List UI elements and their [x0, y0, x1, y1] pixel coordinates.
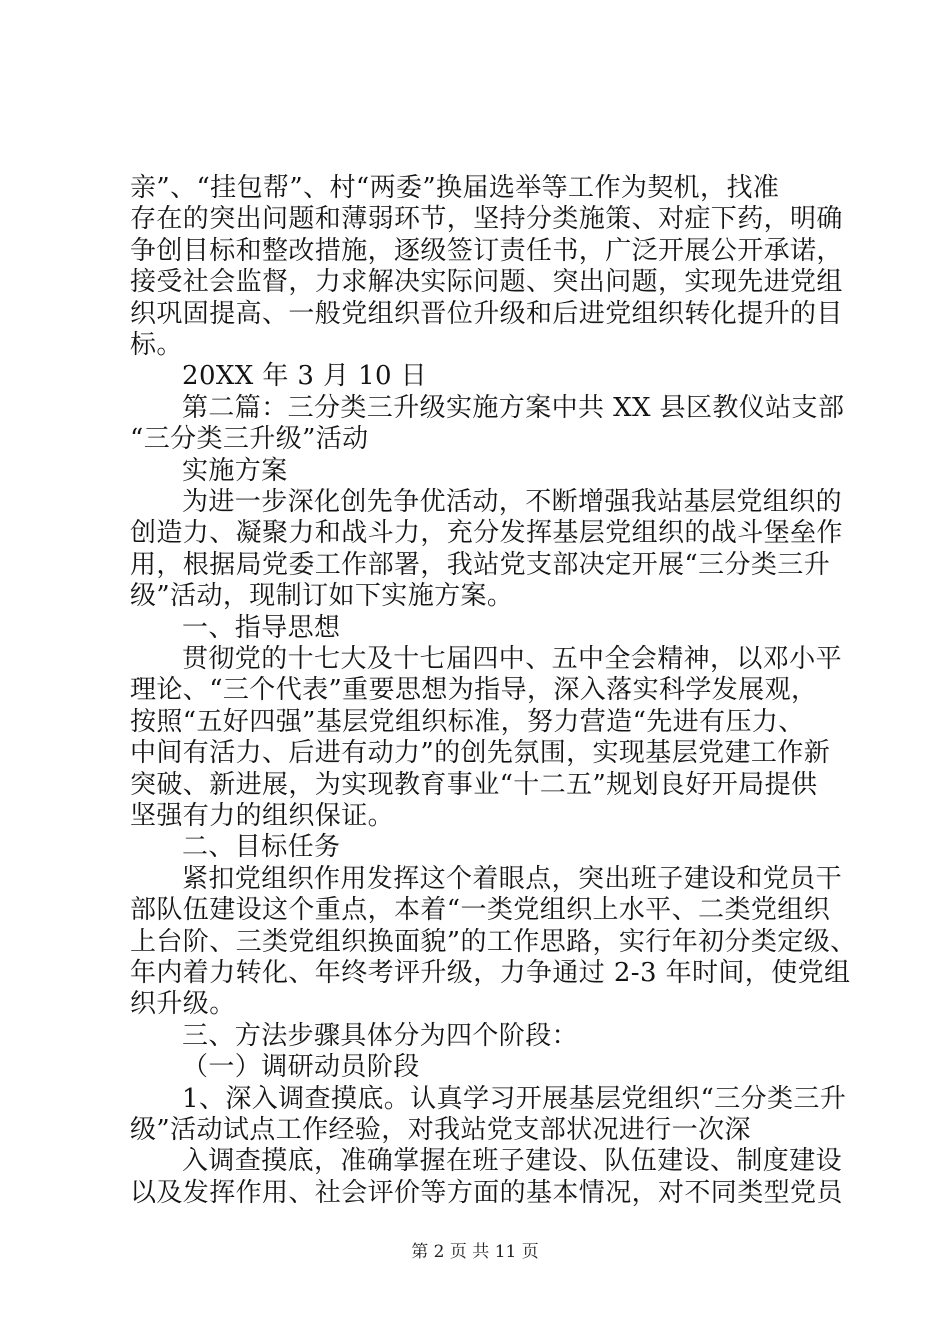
page-footer: 第 2 页 共 11 页	[411, 1242, 539, 1262]
text-line: 级”活动，现制订如下实施方案。	[130, 581, 514, 612]
text-line: 上台阶、三类党组织换面貌”的工作思路，实行年初分类定级、	[130, 926, 857, 957]
text-line: 三、方法步骤具体分为四个阶段：	[182, 1020, 579, 1051]
text-line: 亲”、“挂包帮”、村“两委”换届选举等工作为契机，找准	[130, 173, 780, 203]
text-line: （一）调研动员阶段	[182, 1052, 420, 1083]
text-line: 一、指导思想	[182, 612, 341, 643]
text-line: 按照“五好四强”基层党组织标准，努力营造“先进有压力、	[130, 706, 805, 737]
section-title-line: “三分类三升级”活动	[130, 424, 369, 455]
date-line: 20XX 年 3 月 10 日	[182, 361, 428, 392]
text-line: 紧扣党组织作用发挥这个着眼点，突出班子建设和党员干	[182, 863, 843, 894]
text-line: 接受社会监督，力求解决实际问题、突出问题，实现先进党组	[130, 267, 843, 298]
text-line: 为进一步深化创先争优活动，不断增强我站基层党组织的	[182, 487, 843, 517]
text-line: 坚强有力的组织保证。	[130, 801, 395, 831]
text-line: 标。	[130, 330, 183, 360]
text-line: 织巩固提高、一般党组织晋位升级和后进党组织转化提升的目	[130, 298, 843, 329]
text-line: 用，根据局党委工作部署，我站党支部决定开展“三分类三升	[130, 549, 831, 580]
text-line: 中间有活力、后进有动力”的创先氛围，实现基层党建工作新	[130, 738, 831, 769]
section-title-line: 第二篇：三分类三升级实施方案中共 XX 县区教仪站支部	[182, 392, 845, 423]
text-line: 1、深入调查摸底。认真学习开展基层党组织“三分类三升	[182, 1083, 847, 1114]
text-line: 理论、“三个代表”重要思想为指导，深入落实科学发展观，	[130, 675, 818, 706]
text-line: 贯彻党的十七大及十七届四中、五中全会精神，以邓小平	[182, 644, 843, 674]
text-line: 二、目标任务	[182, 832, 341, 863]
text-line: 年内着力转化、年终考评升级，力争通过 2-3 年时间，使党组	[130, 958, 851, 988]
text-line: 存在的突出问题和薄弱环节，坚持分类施策、对症下药，明确	[130, 204, 843, 235]
text-line: 实施方案	[182, 455, 288, 486]
text-line: 级”活动试点工作经验，对我站党支部状况进行一次深	[130, 1115, 751, 1145]
text-line: 争创目标和整改措施，逐级签订责任书，广泛开展公开承诺，	[130, 235, 843, 266]
text-line: 织升级。	[130, 989, 236, 1020]
text-line: 以及发挥作用、社会评价等方面的基本情况，对不同类型党员	[130, 1177, 843, 1208]
text-line: 创造力、凝聚力和战斗力，充分发挥基层党组织的战斗堡垒作	[130, 518, 843, 549]
text-line: 突破、新进展，为实现教育事业“十二五”规划良好开局提供	[130, 769, 818, 800]
text-line: 入调查摸底，准确掌握在班子建设、队伍建设、制度建设	[182, 1146, 843, 1177]
text-line: 部队伍建设这个重点，本着“一类党组织上水平、二类党组织	[130, 895, 831, 926]
